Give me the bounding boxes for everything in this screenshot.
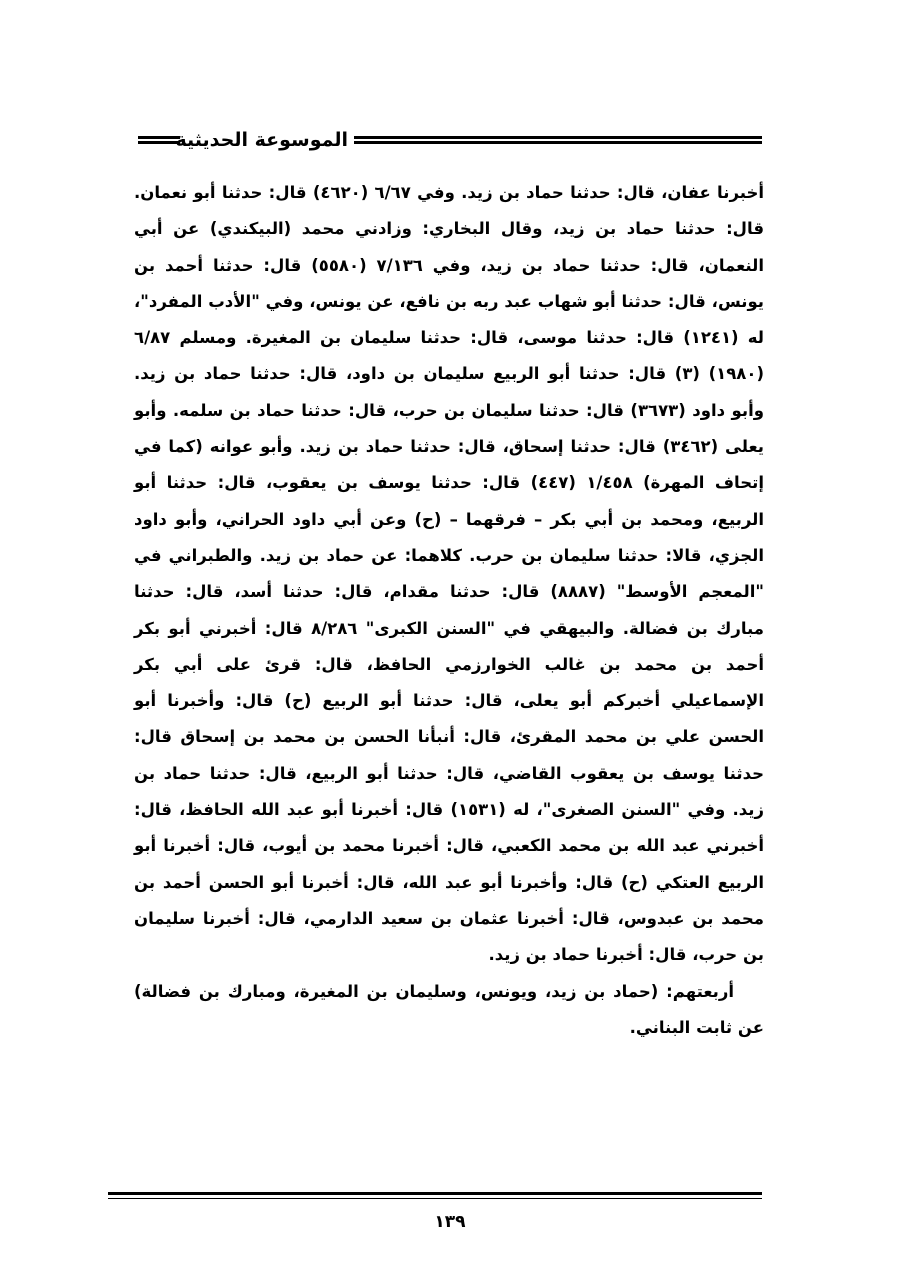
page-number: ١٣٩ [434,1212,466,1232]
footer-rule [108,1192,762,1199]
body-text [134,175,764,1046]
page-header [138,126,762,156]
book-title: الموسوعة الحديثية [175,129,348,151]
takhrij-paragraph: أخبرنا عفان، قال: حدثنا حماد بن زيد. وفي ٦/٦٧ (٤٦٢٠) قال: حدثنا أبو نعمان. قال: حدثنا حماد بن زيد، وقال البخاري: وزادني محمد (البيكندي) عن أبي النعمان، قال: حدثنا حماد بن زيد، وفي ٧/١٣٦ (٥٥٨٠) قال: حدثنا أحمد بن يونس، قال: حدثنا أبو شهاب عبد ربه بن نافع، عن يونس، وفي "الأدب المفرد"، له (١٢٤١) قال: حدثنا موسى، قال: حدثنا سليمان بن المغيرة. ومسلم ٦/٨٧ (١٩٨٠) (٣) قال: حدثنا أبو الربيع سليمان بن داود، قال: حدثنا حماد بن زيد. وأبو داود (٣٦٧٣) قال: حدثنا سليمان بن حرب، قال: حدثنا حماد بن سلمه. وأبو يعلى (٣٤٦٢) قال: حدثنا إسحاق، قال: حدثنا حماد بن زيد. وأبو عوانه (كما في إتحاف المهرة) ١/٤٥٨ (٤٤٧) قال: حدثنا يوسف بن يعقوب، قال: حدثنا أبو الربيع، ومحمد بن أبي بكر – فرقهما – (ح) وعن أبي داود الحراني، وأبو داود الجزي، قالا: حدثنا سليمان بن حرب. كلاهما: عن حماد بن زيد. والطبراني في "المعجم الأوسط" (٨٨٨٧) قال: حدثنا مقدام، قال: حدثنا أسد، قال: حدثنا مبارك بن فضالة. والبيهقي في "السنن الكبرى" ٨/٢٨٦ قال: أخبرني أبو بكر أحمد بن محمد بن غالب الخوارزمي الحافظ، قال: قرئ على أبي بكر الإسماعيلي أخبركم أبو يعلى، قال: حدثنا أبو الربيع (ح) قال: وأخبرنا أبو الحسن علي بن محمد المقرئ، قال: أنبأنا الحسن بن محمد بن إسحاق قال: حدثنا يوسف بن يعقوب القاضي، قال: حدثنا أبو الربيع، قال: حدثنا حماد بن زيد. وفي "السنن الصغرى"، له (١٥٣١) قال: أخبرنا أبو عبد الله الحافظ، قال: أخبرني عبد الله بن محمد الكعبي، قال: أخبرنا محمد بن أيوب، قال: أخبرنا أبو الربيع العتكي (ح) قال: وأخبرنا أبو عبد الله، قال: أخبرنا أبو الحسن أحمد بن محمد بن عبدوس، قال: أخبرنا عثمان بن سعيد الدارمي، قال: أخبرنا سليمان بن حرب، قال: أخبرنا حماد بن زيد. [134,183,765,965]
conclusion-paragraph: أربعتهم: (حماد بن زيد، ويونس، وسليمان بن المغيرة، ومبارك بن فضالة) عن ثابت البناني. [134,981,764,1037]
header-rule-right [354,136,762,144]
header-rule-left [138,136,180,144]
